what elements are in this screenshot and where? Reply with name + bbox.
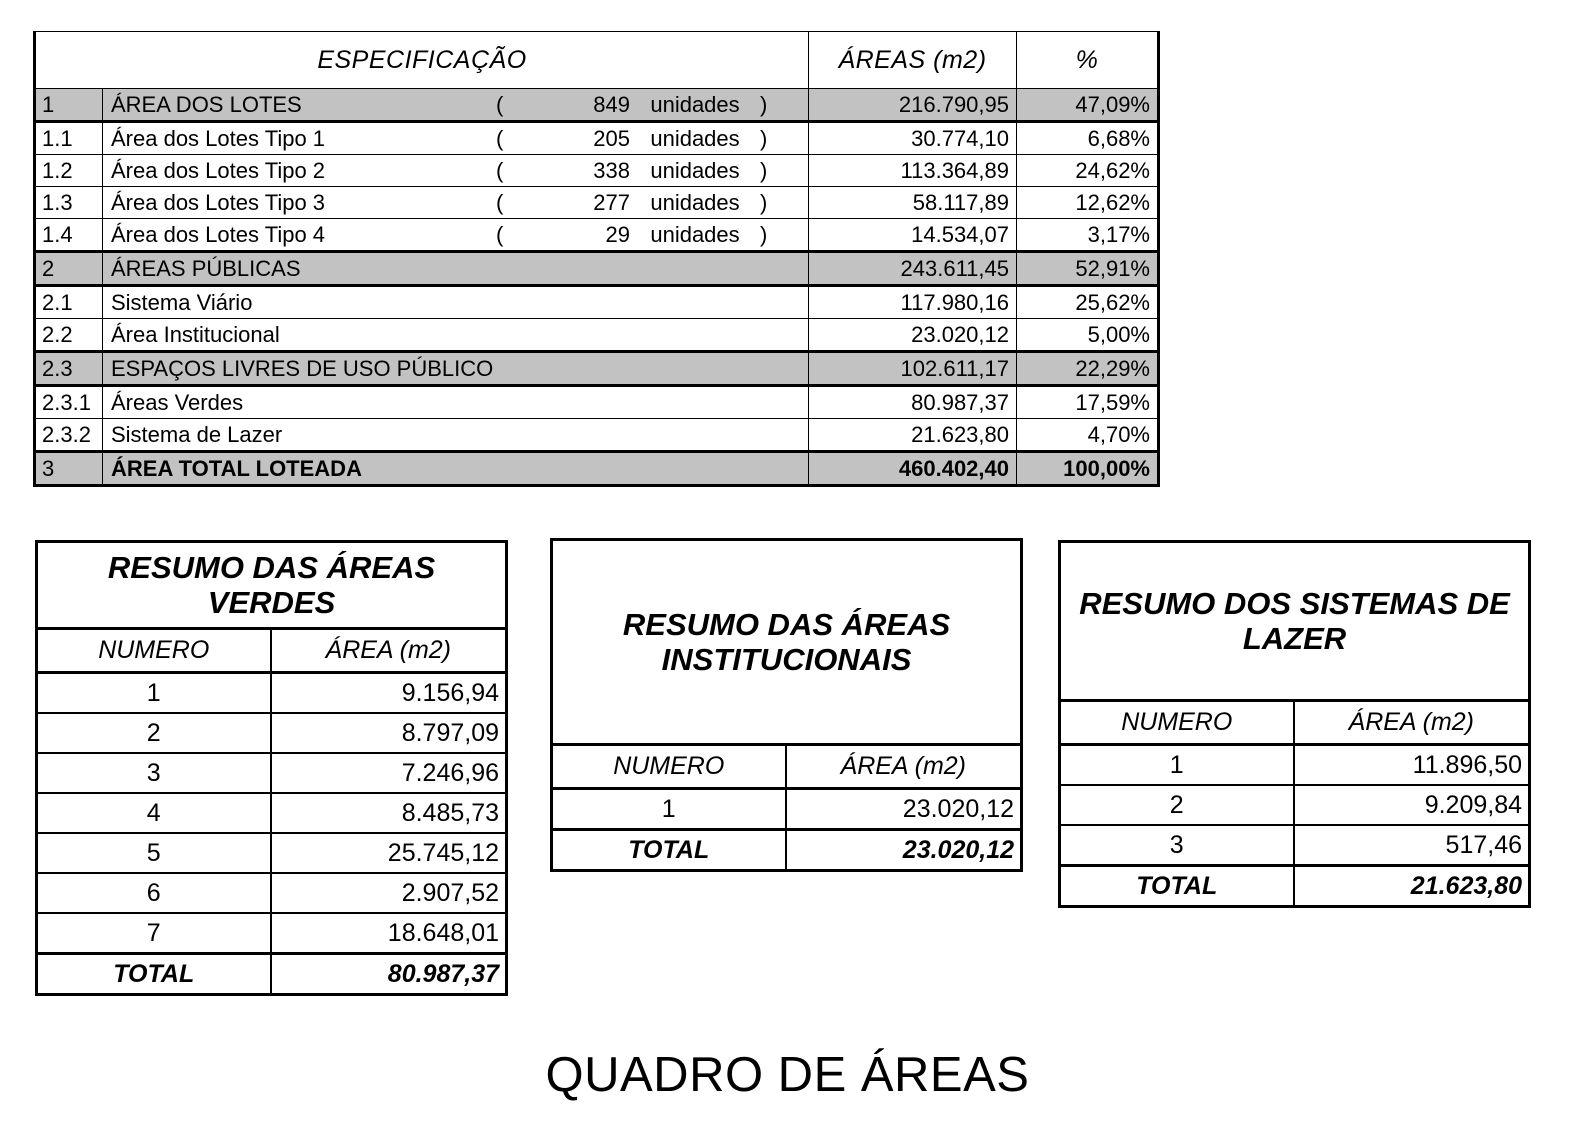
summary-row-numero: 6	[37, 873, 271, 913]
summary-row-area: 9.156,94	[271, 673, 507, 714]
lazer-col-numero: NUMERO	[1060, 701, 1294, 745]
row-description-cell	[103, 286, 809, 319]
row-percent-value: 17,59%	[1017, 386, 1159, 419]
row-area-value: 102.611,17	[809, 352, 1017, 386]
row-unit-count: 338	[593, 157, 630, 183]
row-units-group	[496, 158, 808, 184]
table-row	[35, 155, 1159, 187]
summary-row-area: 9.209,84	[1294, 785, 1530, 825]
summary-row-area: 18.648,01	[271, 913, 507, 954]
row-area-value: 58.117,89	[809, 187, 1017, 219]
row-description: Área dos Lotes Tipo 4	[111, 221, 326, 247]
row-area-value: 80.987,37	[809, 386, 1017, 419]
row-unit-count: 849	[593, 91, 630, 117]
paren-close: )	[760, 157, 768, 183]
row-description: ÁREA DOS LOTES	[111, 91, 302, 117]
row-description: Área dos Lotes Tipo 2	[111, 157, 326, 183]
table-row	[37, 873, 507, 913]
table-row	[37, 793, 507, 833]
main-table	[33, 31, 1160, 487]
row-area-value: 243.611,45	[809, 252, 1017, 286]
summary-row-area: 23.020,12	[786, 789, 1022, 830]
verdes-total-label: TOTAL	[37, 954, 271, 995]
row-description-cell	[103, 452, 809, 486]
row-item-number: 2	[35, 252, 103, 286]
lazer-title-row	[1060, 542, 1530, 701]
row-item-number: 1.3	[35, 187, 103, 219]
lazer-rows	[1060, 745, 1530, 866]
row-description-cell	[103, 89, 809, 122]
lazer-total-value: 21.623,80	[1294, 866, 1530, 907]
row-percent-value: 3,17%	[1017, 219, 1159, 252]
summary-row-area: 11.896,50	[1294, 745, 1530, 786]
summary-table-areas-verdes	[35, 540, 508, 996]
verdes-title-row	[37, 542, 507, 629]
row-item-number: 2.2	[35, 319, 103, 352]
row-item-number: 2.3.2	[35, 419, 103, 452]
paren-open: (	[496, 221, 504, 247]
summary-row-numero: 1	[1060, 745, 1294, 786]
row-unit-word: unidades	[650, 125, 740, 151]
row-percent-value: 12,62%	[1017, 187, 1159, 219]
table-row	[35, 187, 1159, 219]
row-description-cell	[103, 386, 809, 419]
row-percent-value: 52,91%	[1017, 252, 1159, 286]
table-row	[35, 452, 1159, 486]
summary-row-numero: 1	[37, 673, 271, 714]
row-description-cell	[103, 319, 809, 352]
summary-row-area: 25.745,12	[271, 833, 507, 873]
row-percent-value: 6,68%	[1017, 122, 1159, 155]
table-row	[35, 252, 1159, 286]
row-item-number: 2.1	[35, 286, 103, 319]
summary-row-area: 7.246,96	[271, 753, 507, 793]
row-unit-word: unidades	[650, 157, 740, 183]
header-areas: ÁREAS (m2)	[809, 32, 1017, 89]
header-especificacao: ESPECIFICAÇÃO	[35, 32, 809, 89]
row-description: Áreas Verdes	[111, 389, 244, 415]
inst-rows	[552, 789, 1022, 830]
row-description-cell	[103, 155, 809, 187]
verdes-rows	[37, 673, 507, 954]
table-row	[35, 419, 1159, 452]
table-row	[35, 386, 1159, 419]
row-description: Área Institucional	[111, 321, 280, 347]
row-unit-word: unidades	[650, 221, 740, 247]
summary-row-area: 517,46	[1294, 825, 1530, 866]
row-percent-value: 4,70%	[1017, 419, 1159, 452]
verdes-col-numero: NUMERO	[37, 629, 271, 673]
header-percent: %	[1017, 32, 1159, 89]
main-table-header-row	[35, 32, 1159, 89]
table-row	[37, 753, 507, 793]
lazer-column-header-row	[1060, 701, 1530, 745]
row-units-group	[496, 222, 808, 248]
inst-total-row	[552, 830, 1022, 871]
paren-close: )	[760, 125, 768, 151]
row-description: Área dos Lotes Tipo 3	[111, 189, 326, 215]
row-item-number: 1.4	[35, 219, 103, 252]
row-unit-count: 205	[593, 125, 630, 151]
paren-open: (	[496, 125, 504, 151]
row-unit-word: unidades	[650, 189, 740, 215]
row-unit-count: 29	[605, 221, 630, 247]
row-item-number: 2.3	[35, 352, 103, 386]
row-description: Sistema Viário	[111, 289, 253, 315]
row-unit-count: 277	[593, 189, 630, 215]
verdes-col-area: ÁREA (m2)	[271, 629, 507, 673]
table-row	[35, 89, 1159, 122]
table-row	[37, 913, 507, 954]
row-percent-value: 100,00%	[1017, 452, 1159, 486]
summary-table-sistemas-de-lazer	[1058, 540, 1531, 908]
table-row	[35, 122, 1159, 155]
row-units-group	[496, 126, 808, 152]
row-area-value: 30.774,10	[809, 122, 1017, 155]
summary-row-numero: 2	[37, 713, 271, 753]
row-area-value: 460.402,40	[809, 452, 1017, 486]
summary-row-area: 8.485,73	[271, 793, 507, 833]
table-row	[35, 319, 1159, 352]
row-description-cell	[103, 122, 809, 155]
row-units-group	[496, 190, 808, 216]
table-row	[1060, 745, 1530, 786]
row-area-value: 216.790,95	[809, 89, 1017, 122]
row-item-number: 1.2	[35, 155, 103, 187]
row-description: Sistema de Lazer	[111, 421, 283, 447]
row-description: ÁREAS PÚBLICAS	[111, 255, 301, 281]
table-row	[37, 713, 507, 753]
row-percent-value: 22,29%	[1017, 352, 1159, 386]
row-description-cell	[103, 352, 809, 386]
lazer-title: RESUMO DOS SISTEMAS DE LAZER	[1060, 542, 1530, 701]
summary-row-numero: 7	[37, 913, 271, 954]
row-percent-value: 5,00%	[1017, 319, 1159, 352]
row-item-number: 2.3.1	[35, 386, 103, 419]
row-description-cell	[103, 252, 809, 286]
summary-row-numero: 1	[552, 789, 786, 830]
summary-row-numero: 3	[1060, 825, 1294, 866]
row-area-value: 117.980,16	[809, 286, 1017, 319]
paren-open: (	[496, 157, 504, 183]
table-row	[35, 286, 1159, 319]
paren-close: )	[760, 189, 768, 215]
row-area-value: 21.623,80	[809, 419, 1017, 452]
summary-row-numero: 2	[1060, 785, 1294, 825]
summary-row-area: 8.797,09	[271, 713, 507, 753]
row-description-cell	[103, 187, 809, 219]
table-row	[37, 673, 507, 714]
summary-table-areas-institucionais	[550, 538, 1023, 872]
row-unit-word: unidades	[650, 91, 740, 117]
table-row	[552, 789, 1022, 830]
row-percent-value: 25,62%	[1017, 286, 1159, 319]
row-description: Área dos Lotes Tipo 1	[111, 125, 326, 151]
summary-row-numero: 5	[37, 833, 271, 873]
summary-row-area: 2.907,52	[271, 873, 507, 913]
inst-title: RESUMO DAS ÁREAS INSTITUCIONAIS	[552, 540, 1022, 745]
table-row	[37, 833, 507, 873]
row-area-value: 14.534,07	[809, 219, 1017, 252]
page-title: QUADRO DE ÁREAS	[545, 1048, 1030, 1102]
paren-open: (	[496, 91, 504, 117]
verdes-total-value: 80.987,37	[271, 954, 507, 995]
lazer-col-area: ÁREA (m2)	[1294, 701, 1530, 745]
row-description: ÁREA TOTAL LOTEADA	[111, 455, 362, 481]
paren-close: )	[760, 91, 768, 117]
summary-row-numero: 3	[37, 753, 271, 793]
lazer-total-row	[1060, 866, 1530, 907]
row-area-value: 113.364,89	[809, 155, 1017, 187]
row-area-value: 23.020,12	[809, 319, 1017, 352]
verdes-column-header-row	[37, 629, 507, 673]
quadro-de-areas-main-table	[33, 31, 1160, 487]
row-item-number: 1.1	[35, 122, 103, 155]
paren-open: (	[496, 189, 504, 215]
row-item-number: 3	[35, 452, 103, 486]
row-item-number: 1	[35, 89, 103, 122]
paren-close: )	[760, 221, 768, 247]
main-table-body	[35, 89, 1159, 486]
row-percent-value: 47,09%	[1017, 89, 1159, 122]
inst-title-row	[552, 540, 1022, 745]
verdes-total-row	[37, 954, 507, 995]
inst-total-value: 23.020,12	[786, 830, 1022, 871]
row-description: ESPAÇOS LIVRES DE USO PÚBLICO	[111, 355, 494, 381]
inst-col-area: ÁREA (m2)	[786, 745, 1022, 789]
inst-total-label: TOTAL	[552, 830, 786, 871]
row-units-group	[496, 92, 808, 118]
row-description-cell	[103, 219, 809, 252]
inst-col-numero: NUMERO	[552, 745, 786, 789]
row-description-cell	[103, 419, 809, 452]
lazer-total-label: TOTAL	[1060, 866, 1294, 907]
verdes-title: RESUMO DAS ÁREAS VERDES	[37, 542, 507, 629]
table-row	[1060, 825, 1530, 866]
table-row	[1060, 785, 1530, 825]
table-row	[35, 352, 1159, 386]
inst-column-header-row	[552, 745, 1022, 789]
summary-row-numero: 4	[37, 793, 271, 833]
table-row	[35, 219, 1159, 252]
row-percent-value: 24,62%	[1017, 155, 1159, 187]
